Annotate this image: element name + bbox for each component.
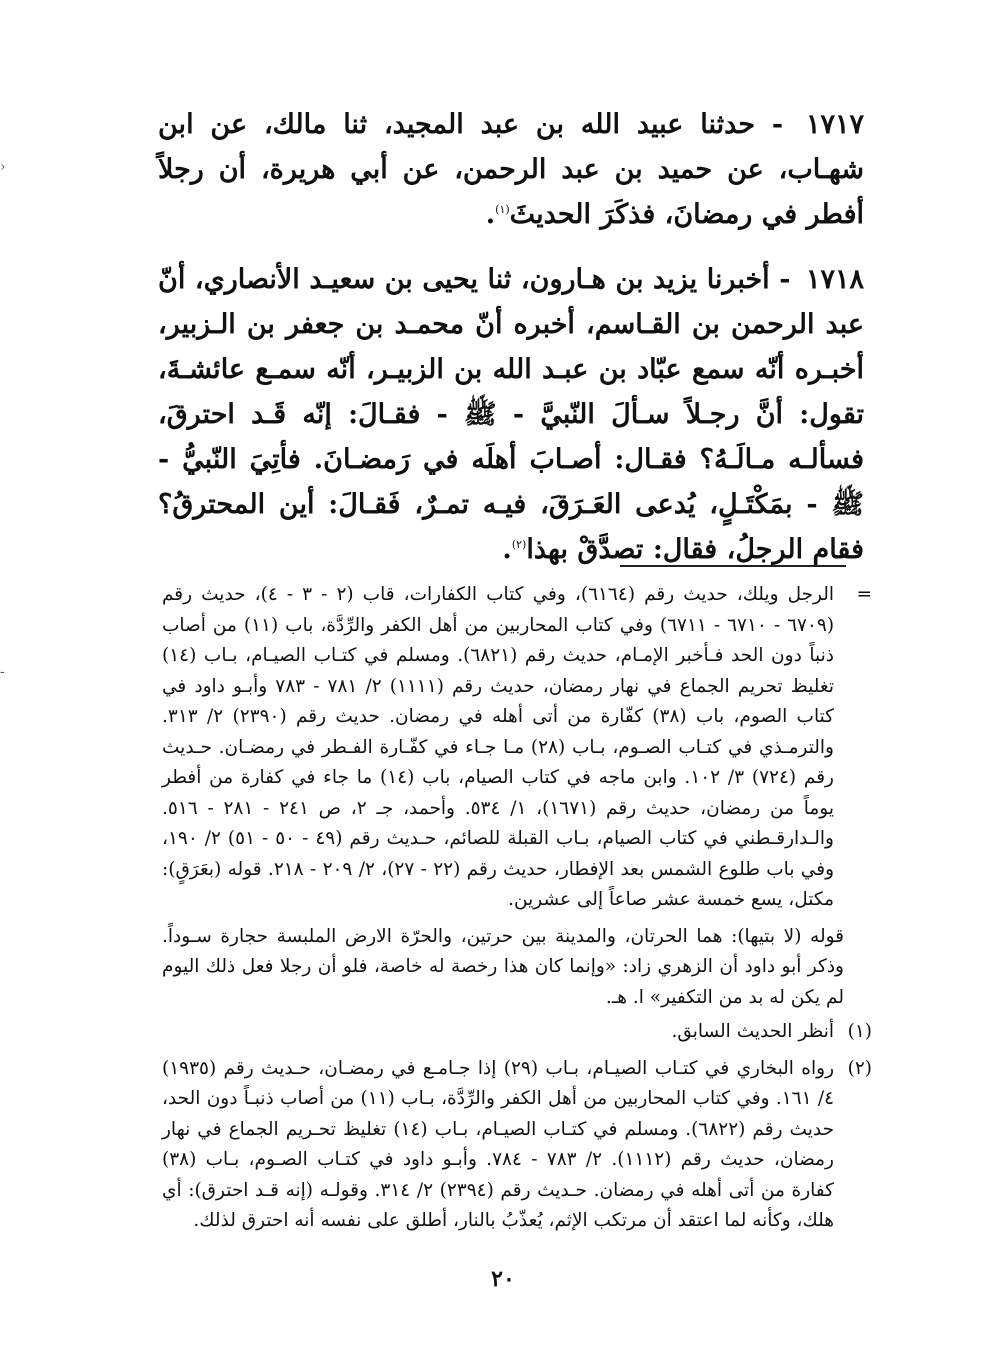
footnote-text: رواه البخاري في كتـاب الصيـام، بـاب (٢٩) إذا جـامـع في رمضـان، حـديث رقم (١٩٣٥) ٤/ ١٦١. وفي كتاب المحاربين من أهل الكفر والرِّدَّة، بـاب (١١) من أصاب ذنبـاً دون الحد، حديث رقم (٦٨٢٢). ومسلم في كتـاب الصيـام، بـاب (١٤) تغليظ تحـريم الجماع في نهار رمضان، حديث رقم (١١١٢). ٢/ ٧٨٣ - ٧٨٤. وأبـو داود في كتـاب الصـوم، بـاب (٣٨) كفارة من أتى أهله في رمضان. حـديث رقم (٢٣٩٤) ٢/ ٣١٤. وقولـه (إنه قـد احترق): أي هلك، وكأنه لما اعتقد أن مرتكب الإثم، يُعذّبُ بالنار، أطلق على نفسه أنه احترق لذلك. (162, 1057, 835, 1231)
footnote-item (162, 580, 872, 916)
footnote-item (162, 1054, 872, 1237)
footnotes-section (162, 580, 872, 1243)
hadith-text: أخبرنا يزيد بن هـارون، ثنا يحيى بن سعيـد الأنصاري، أنّ عبد الرحمن بن القـاسم، أخبره أنّ محمـد بن جعفر بن الـزبير، أخبـره أنّه سمع عبّاد بن عبـد الله بن الزبيـر، أنّه سمـع عائشـةَ، تقول: أنَّ رجـلاً سـألَ النّبيَّ - ﷺ - فقـالَ: إنّه قَـد احترقَ، فسألـه مـالَـهُ؟ فقـال: أصـابَ أهلَه في رَمضـانَ. فأتِيَ النّبيُّ - ﷺ - بمَكْتَـلٍ، يُدعى العَـرَقَ، فيـه تمـرٌ، فَقـالَ: أين المحترقُ؟ فقام الرجلُ، فقال: تصدَّقْ بهذا (158, 264, 864, 565)
hadith-paragraph (158, 257, 864, 572)
margin-mark: - (0, 664, 5, 680)
footnote-item (162, 1017, 872, 1048)
footnote-item (162, 922, 872, 1014)
footnote-text: الرجل ويلك، حديث رقم (٦١٦٤)، وفي كتاب الكفارات، قاب (٢ - ٣ - ٤)، حديث رقم (٦٧٠٩ - ٦٧١٠ - ٦٧١١) وفي كتاب المحاربين من أهل الكفر والرِّدَّة، باب (١١) من أصاب ذنباً دون الحد فـأخبر الإمـام، حديث رقم (٦٨٢١). ومسلم في كتـاب الصيـام، بـاب (١٤) تغليظ تحريم الجماع في نهار رمضان، حديث رقم (١١١١) ٢/ ٧٨١ - ٧٨٣ وأبـو داود في كتاب الصوم، باب (٣٨) كفّارة من أتى أهله في رمضان. حديث رقم (٢٣٩٠) ٢/ ٣١٣. والترمـذي في كتـاب الصـوم، بـاب (٢٨) مـا جـاء في كفّـارة الفـطر في رمضـان. حـديث رقم (٧٢٤) ٣/ ١٠٢. وابن ماجه في كتاب الصيام، باب (١٤) ما جاء في كفارة من أفطر يوماً من رمضان، حديث رقم (١٦٧١)، ١/ ٥٣٤. وأحمد، جـ ٢، ص ٢٤١ - ٢٨١ - ٥١٦. والـدارقـطني في كتاب الصيام، بـاب القبلة للصائم، حـديث رقم (٤٩ - ٥٠ - ٥١) ٢/ ١٩٠، وفي باب طلوع الشمس بعد الإفطار، حديث رقم (٢٢ - ٢٧)، ٢/ ٢٠٩ - ٢١٨. قوله (بعَرَقٍ): مكتل، يسع خمسة عشر صاعاً إلى عشرين. (162, 584, 835, 910)
hadith-dash: - (779, 264, 791, 295)
hadith-dash: - (771, 109, 784, 140)
footnote-reference[interactable]: (١) (495, 203, 510, 216)
footnote-reference[interactable]: (٢) (511, 538, 527, 551)
page-number: ٢٠ (491, 1266, 515, 1292)
footnote-text: قوله (لا بتيها): هما الحرتان، والمدينة بين حرتين، والحرّة الارض الملبسة حجارة سـوداً. وذكر أبو داود أن الزهري زاد: «وإنما كان هذا رخصة له خاصة، فلو أن رجلا فعل ذلك اليوم لم يكن له بد من التكفير» ا. هـ. (162, 925, 844, 1008)
hadith-number: ١٧١٧ (806, 109, 865, 140)
main-text (158, 102, 864, 592)
footnote-text: أنظر الحديث السابق. (671, 1021, 834, 1042)
footnote-marker: (٢) (847, 1057, 872, 1079)
footnote-marker: = (856, 584, 872, 605)
margin-mark: ‹ (0, 159, 6, 175)
footnote-separator (620, 565, 846, 567)
hadith-text: حدثنا عبيد الله بن عبد المجيد، ثنا مالك، عن ابن شهـاب، عن حميد بن عبد الرحمن، عن أبي هريرة، أن رجلاً أفطر في رمضانَ، فذكَرَ الحديثَ (158, 109, 864, 230)
hadith-tail: . (485, 199, 496, 230)
hadith-paragraph (158, 102, 864, 237)
hadith-number: ١٧١٨ (805, 264, 864, 295)
hadith-tail: . (502, 534, 512, 565)
footnote-marker: (١) (847, 1021, 872, 1042)
